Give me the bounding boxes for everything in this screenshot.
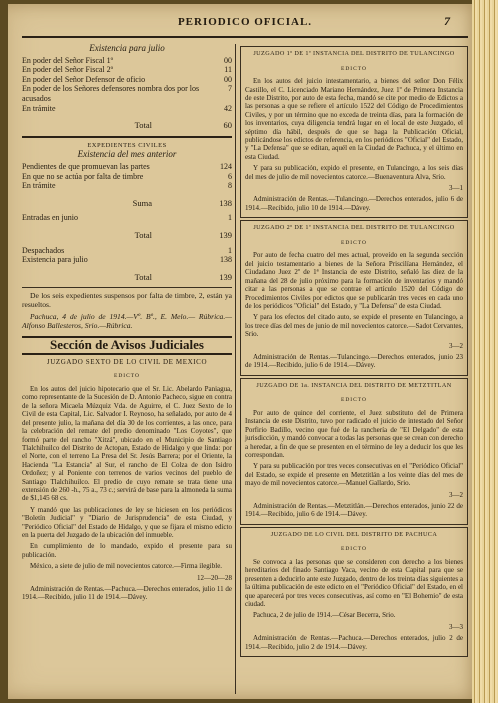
- suma-label: Suma: [132, 197, 152, 208]
- note-signature: Pachuca, 4 de julio de 1914.—Vº. Bº., E. Melo.— Rúbrica.—Alfonso Ballesteros, Srio.—Rúbrica.: [22, 312, 232, 331]
- edicto-label: EDICTO: [340, 65, 368, 72]
- rule: [22, 136, 232, 138]
- edict-paragraph: En cumplimiento de lo mandado, expido el presente para su publicación.: [22, 542, 232, 559]
- row-value: 7: [228, 84, 232, 94]
- edict-paragraph: En los autos del juicio hipotecario que el Sr. Lic. Abelardo Paniagua, como representante de la Sucesión de D. Antonio Pacheco, sigue en contra de la señora Micaela Múzquiz Vda. de Aguirre, el C. Juez Sexto de lo Civil de esta Capital, Lic. Salvador I. Reynoso, ha señalado, por auto de 4 del presente julio, la mañana del día 30 de los corrientes, a las once, para la celebración del remate del predio denominado "Los Coyotes", que formó parte del rancho "Xitzá", ubicado en el Municipio de Santiago Tlalchihuilco del Distrito de Actopan, Estado de Hidalgo y que linda: por el Norte, con el terreno La Presa del Sr. Jesús Barrera; por el Oriente, la Hacienda "La Estancia" al Sur, el rancho de El Colza de don Isidro Ordoñez; y al Poniente con terrenos de varios vecinos del pueblo de Santiago Tlalchihuilco. El predio de cuyo remate se trata tiene una extensión de 260 -h., 75 a., 73 c.; servirá de base para la almoneda la suma de $1,145 68 cs.: [22, 385, 232, 503]
- row-label: En trámite: [22, 103, 56, 113]
- publication-ref: 3—3: [449, 622, 463, 631]
- court-title: JUZGADO SEXTO DE LO CIVIL DE MEXICO: [46, 357, 208, 366]
- edict-paragraph: Administración de Rentas.—Pachuca.—Derechos enterados, julio 11 de 1914.—Recibido, julio 11 de 1914.—Dávey.: [22, 585, 232, 602]
- stats2-total: [22, 231, 232, 240]
- row-value: 8: [228, 181, 232, 191]
- stats2-title: EXPEDIENTES CIVILES: [87, 141, 167, 149]
- page-header: [22, 12, 468, 38]
- edict-paragraph: México, a siete de julio de mil novecientos catorce.—Firma ilegible.: [30, 562, 223, 571]
- row-label: En que no se actúa por falta de timbre: [22, 171, 144, 181]
- row-label: Despachados: [22, 245, 65, 255]
- edict-paragraph: Administración de Rentas.—Metztitlán.—Derechos enterados, junio 22 de 1914.—Recibido, julio 6 de 1914.—Dávey.: [245, 502, 463, 519]
- row-value: 138: [220, 255, 232, 265]
- stats2-row: [22, 162, 232, 172]
- rule: [22, 287, 232, 288]
- edict-block: [240, 46, 468, 218]
- row-label: Entradas en junio: [22, 213, 78, 223]
- edict-paragraph: Y para los efectos del citado auto, se expide el presente en Tulancingo, a los trece días del mes de junio de mil novecientos catorce.—Sadot Cervantes, Srio.: [245, 313, 463, 339]
- publication-ref: 3—1: [449, 184, 463, 193]
- edict-paragraph: Y para su publicación, expido el presente, en Tulancingo, a los seis días del mes de julio de mil novecientos catorce.—Buenaventura Alva, Srio.: [245, 164, 463, 181]
- row-label: Existencia para julio: [22, 255, 88, 265]
- edict-paragraph: Y mandó que las publicaciones de ley se hiciesen en los periódicos "Boletín Judicial" y "Diario de Jurisprudencia" de esta Ciudad, y "Periódico Oficial" del Estado de Hidalgo, y que se fijara el mismo edicto en la puerta del Juzgado de la ubicación del inmueble.: [22, 505, 232, 539]
- page-number: 7: [444, 14, 450, 28]
- row-value: 1: [228, 213, 232, 223]
- edict-paragraph: Administración de Rentas.—Tulancingo.—Derechos enterados, junio 23 de 1914.—Recibido, julio 6 de 1914.—Dávey.: [245, 352, 463, 370]
- total-value: 139: [219, 271, 232, 282]
- edict-paragraph: Administración de Rentas.—Tulancingo.—Derechos enterados, julio 6 de 1914.—Recibido, julio 10 de 1914.—Dávey.: [245, 195, 463, 212]
- edict-paragraph: Y para su publicación por tres veces consecutivas en el "Periódico Oficial" del Estado, se expide el presente en Metztitlán a los veinte días del mes de mayo de mil novecientos catorce.—Manuel Gallardo, Srio.: [245, 462, 463, 488]
- row-label: Pendientes de que promuevan las partes: [22, 161, 150, 171]
- edicto-label: EDICTO: [340, 397, 368, 404]
- stats2-entradas: [22, 213, 232, 223]
- row-value: 00: [224, 74, 232, 84]
- edict-block: [240, 220, 468, 375]
- right-column: [240, 44, 468, 699]
- stats1-row: [22, 75, 232, 85]
- left-column: [22, 44, 232, 699]
- court-title: JUZGADO 1º DE 1ª INSTANCIA DEL DISTRITO DE TULANCINGO: [253, 50, 455, 57]
- row-value: 1: [228, 245, 232, 255]
- row-value: 42: [224, 103, 232, 113]
- stats2-total2: [22, 273, 232, 282]
- edict-paragraph: En los autos del juicio intestamentario, a bienes del señor Don Félix Castillo, el C. Licenciado Mariano Hernández, Juez 1º de Primera Instancia de este Distrito, por auto de esta fecha, mandó se cite por medio de Edictos a las personas a que se refiere el artículo 1522 del Código de Procedimientos Civiles, y por un término que no exceda de treinta días, para la formación de los inventarios, cuya diligencia tendrá lugar en el local de este Juzgado, el séptimo día hábil, después de que se haga la Publicación Oficial, publicándose los edictos de referencia, en los periódicos "Oficial" del Estado, y "La Defensa" que se editan, aquél en la Ciudad de Pachuca, y el último en esta Ciudad.: [245, 77, 463, 161]
- stats2-row: [22, 172, 232, 182]
- stats1-row: [22, 65, 232, 75]
- row-value: 11: [224, 65, 232, 75]
- total-value: 139: [219, 229, 232, 240]
- row-label: En poder del Señor Fiscal 1º: [22, 55, 114, 65]
- edict-paragraph: Se convoca a las personas que se consideren con derecho a los bienes hereditarios del finado Santiago Vaca, vecino de esta Capital para que se presenten a deducirlo ante este Juzgado, dentro de los treinta días siguientes a la última publicación de este edicto en el "Periódico Oficial" del Estado, en el que aparecerá por tres veces consecutivas, así como en "El Bohemio" de esta ciudad.: [245, 558, 463, 609]
- total-label: Total: [134, 271, 152, 282]
- publication-ref: 12—20—28: [197, 573, 232, 582]
- stats2-row: [22, 255, 232, 265]
- row-label: En poder del Señor Fiscal 2º: [22, 65, 114, 75]
- stats2-row: [22, 181, 232, 191]
- section-title: Sección de Avisos Judiciales: [22, 336, 232, 355]
- edicto-label: EDICTO: [340, 239, 368, 246]
- edict-paragraph: Por auto de quince del corriente, el Juez substituto del de Primera Instancia de este Distrito, tuvo por radicado el juicio de intestado del Señor Porfirio Badillo, vecino que fué de la ranchería de "El Delgado" de esta jurisdicción, y mandó convocar a todas las personas que se crean con derecho a heredar, a fin de que se presenten en el término de ley a deducir los que les correspondan.: [245, 408, 463, 459]
- stats1-row: [22, 56, 232, 66]
- court-title: JUZGADO DE 1a. INSTANCIA DEL DISTRITO DE METZTITLAN: [256, 381, 452, 389]
- suma-value: 138: [219, 197, 232, 208]
- stats2-subtitle: Existencia del mes anterior: [77, 149, 177, 160]
- row-value: 00: [224, 55, 232, 65]
- row-label: En poder del Señor Defensor de oficio: [22, 74, 146, 84]
- edicto-label: EDICTO: [340, 546, 368, 553]
- row-label: En trámite: [22, 181, 56, 191]
- note-text: De los seis expedientes suspensos por falta de timbre, 2, están ya resueltos.: [22, 291, 232, 310]
- stats1-row: [22, 84, 232, 103]
- newspaper-title: PERIODICO OFICIAL.: [177, 16, 313, 28]
- publication-ref: 3—2: [449, 490, 463, 499]
- court-title: JUZGADO DE LO CIVIL DEL DISTRITO DE PACHUCA: [270, 530, 438, 538]
- row-value: 124: [220, 161, 232, 171]
- edict-paragraph: Pachuca, 2 de julio de 1914.—César Becerra, Srio.: [253, 611, 396, 620]
- row-value: 6: [228, 171, 232, 181]
- total-label: Total: [134, 120, 152, 131]
- total-value: 60: [223, 120, 232, 131]
- column-divider: [235, 44, 236, 694]
- edict-block: [240, 378, 468, 525]
- court-title: JUZGADO 2º DE 1ª INSTANCIA DEL DISTRITO DE TULANCINGO: [253, 224, 455, 232]
- total-label: Total: [134, 229, 152, 240]
- stats1-row: [22, 104, 232, 114]
- stats1-total: [22, 121, 232, 130]
- newspaper-page: [8, 4, 480, 699]
- publication-ref: 3—2: [449, 341, 463, 350]
- stats2-row: [22, 246, 232, 256]
- stats1-title: Existencia para julio: [89, 43, 165, 53]
- edicto-label: EDICTO: [113, 373, 141, 380]
- stats2-suma: [22, 199, 232, 208]
- edict-paragraph: Administración de Rentas.—Pachuca.—Derechos enterados, julio 2 de 1914.—Recibido, julio 2 de 1914.—Dávey.: [245, 634, 463, 651]
- edict-block: [240, 527, 468, 657]
- book-page-edge: [472, 0, 498, 703]
- row-label: En poder de los Señores defensores nombra dos por los acusados: [22, 84, 200, 103]
- edict-paragraph: Por auto de fecha cuatro del mes actual, proveído en la segunda sección del juicio testamentario a bienes de la Señora Priscilíana Hernández, el Ciudadano Juez 2º de 1ª Instancia de este Distrito, señaló las diez de la mañana del 28 de julio próximo para la formación de inventarios y mandó citar a las personas a que se contrae el artículo 1520 del Código de Procedimientos Civiles por edictos que se publicarán tres veces en cada uno de los periódicos "Oficial" del Estado, y "La Defensa" de esta Ciudad.: [245, 251, 463, 310]
